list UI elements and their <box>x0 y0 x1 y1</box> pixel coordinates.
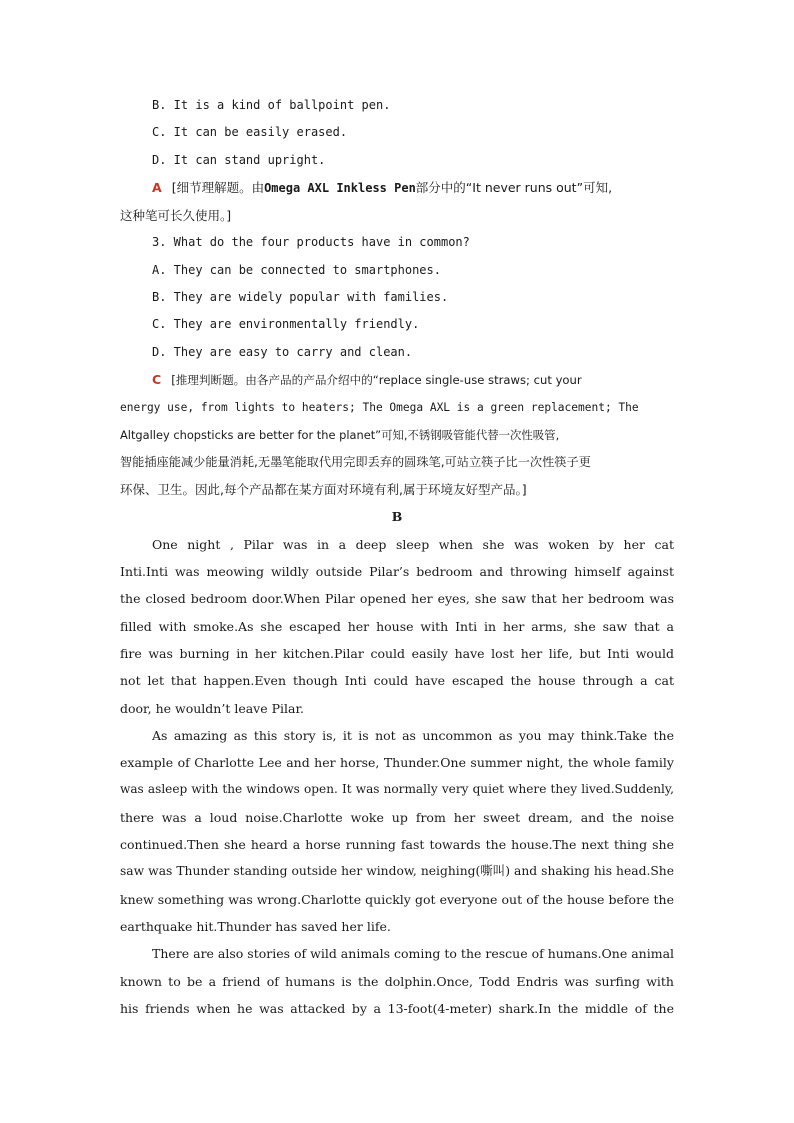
paragraph-line: fire was burning in her kitchen.Pilar could easily have lost her life, but Inti would <box>120 645 674 661</box>
paragraph-line: knew something was wrong.Charlotte quickly got everyone out of the house before the <box>120 891 674 907</box>
paragraph-line: earthquake hit.Thunder has saved her life. <box>120 918 391 934</box>
answer-2-bold: Omega AXL Inkless Pen <box>264 180 416 195</box>
q3-option-d: D. They are easy to carry and clean. <box>152 344 413 359</box>
section-b-heading: B <box>391 509 403 525</box>
paragraph-line: Inti.Inti was meowing wildly outside Pilar’s bedroom and throwing himself against <box>120 564 674 580</box>
q3-stem: 3. What do the four products have in common? <box>152 235 470 250</box>
paragraph-line: door, he wouldn’t leave Pilar. <box>120 700 305 716</box>
answer-2-text-1: [细节理解题。由 <box>171 179 265 195</box>
answer-2-line-2: 这种笔可长久使用。] <box>120 208 232 224</box>
paragraph-2 <box>120 722 674 940</box>
answer-3-line-3: Altgalley chopsticks are better for the planet”可知,不锈钢吸管能代替一次性吸管, <box>120 427 560 442</box>
q2-option-c: C. It can be easily erased. <box>152 125 348 140</box>
paragraph-line: There are also stories of wild animals coming to the rescue of humans.One animal <box>152 946 674 962</box>
answer-3-line-1: [推理判断题。由各产品的产品介绍中的“replace single-use straws; cut your <box>171 372 582 387</box>
paragraph-line: continued.Then she heard a horse running fast towards the house.The next thing she <box>120 837 674 853</box>
paragraph-1 <box>120 531 674 722</box>
answer-3-line-5: 环保、卫生。因此,每个产品都在某方面对环境有利,属于环境友好型产品。] <box>120 482 527 498</box>
answer-3-letter: C <box>152 371 162 387</box>
paragraph-3 <box>120 940 674 1022</box>
document-page <box>120 92 674 1022</box>
q3-option-a: A. They can be connected to smartphones. <box>152 262 441 277</box>
answer-2 <box>120 174 674 202</box>
answer-3 <box>120 366 674 394</box>
paragraph-line: not let that happen.Even though Inti could have escaped the house through a cat <box>120 673 674 689</box>
paragraph-line: filled with smoke.As she escaped her house with Inti in her arms, she saw that a <box>120 618 674 634</box>
q2-option-d: D. It can stand upright. <box>152 152 326 167</box>
paragraph-line: the closed bedroom door.When Pilar opened her eyes, she saw that her bedroom was <box>120 591 674 607</box>
q2-option-b: B. It is a kind of ballpoint pen. <box>152 98 391 112</box>
answer-3-line-2: energy use, from lights to heaters; The Omega AXL is a green replacement; The <box>120 401 639 415</box>
answer-3-line-4: 智能插座能减少能量消耗,无墨笔能取代用完即丢弃的圆珠笔,可站立筷子比一次性筷子更 <box>120 454 591 469</box>
answer-2-text-2: 部分中的“It never runs out”可知, <box>415 179 613 195</box>
paragraph-line: known to be a friend of humans is the dolphin.Once, Todd Endris was surfing with <box>120 973 674 989</box>
q3-option-b: B. They are widely popular with families. <box>152 290 449 305</box>
paragraph-line: example of Charlotte Lee and her horse, Thunder.One summer night, the whole family <box>120 755 674 771</box>
paragraph-line: One night , Pilar was in a deep sleep when she was woken by her cat <box>152 536 674 552</box>
answer-2-letter: A <box>152 179 162 195</box>
paragraph-line: there was a loud noise.Charlotte woke up from her sweet dream, and the noise <box>120 809 674 825</box>
q3-option-c: C. They are environmentally friendly. <box>152 317 420 332</box>
paragraph-line: his friends when he was attacked by a 13-foot(4-meter) shark.In the middle of the <box>120 1000 674 1016</box>
paragraph-line: was asleep with the windows open. It was normally very quiet where they lived.Suddenly, <box>120 782 674 797</box>
paragraph-line: saw was Thunder standing outside her window, neighing(嘶叫) and shaking his head.She <box>120 864 674 879</box>
paragraph-line: As amazing as this story is, it is not as uncommon as you may think.Take the <box>152 727 674 743</box>
